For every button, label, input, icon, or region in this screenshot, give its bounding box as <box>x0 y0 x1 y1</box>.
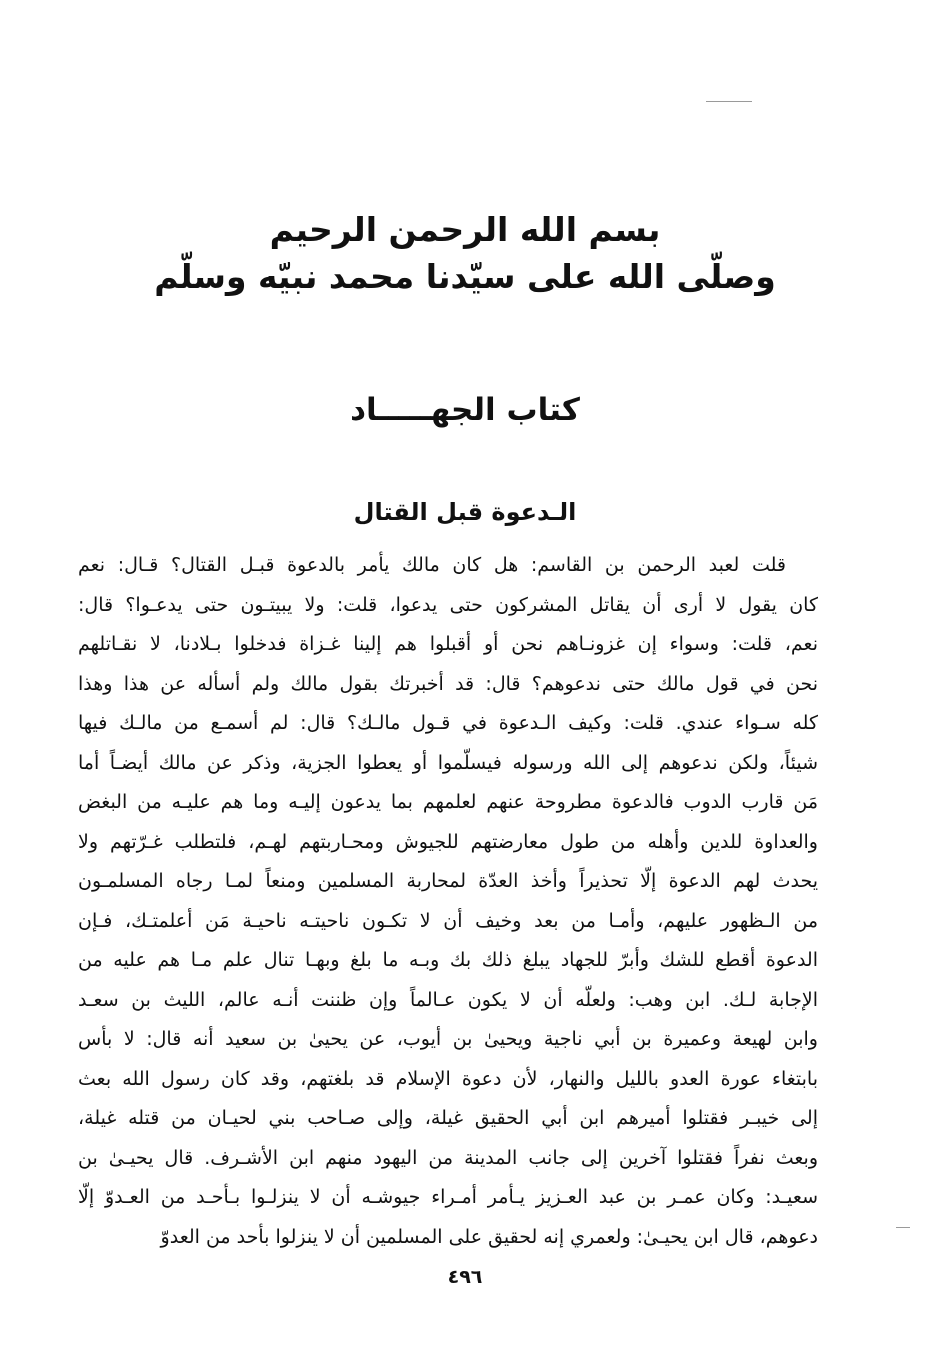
text-line: قلت لعبد الرحمن بن القاسم: هل كان مالك يأمر بالدعوة قبـل القتال؟ قـال: نعم <box>78 554 786 576</box>
book-title: كتاب الجهـــــاد <box>350 392 580 428</box>
text-line: نعم، قلت: وسواء إن غزونـاهم نحن أو أقبلوا هم إلينا غـزاة فدخلوا بـلادنا، لا نقـاتلهم <box>78 633 818 655</box>
text-line: نحن في قول مالك حتى ندعوهم؟ قال: قد أخبرتك بقول مالك ولم أسأله عن هذا وهذا <box>78 672 818 695</box>
page-number: ٤٩٦ <box>447 1266 483 1288</box>
basmala-line-1: بسم الله الرحمن الرحيم <box>269 210 661 249</box>
text-line: والعداوة للدين وأهله من طول معارضتهم للجيوش ومحـاربتهم لهـم، فلتطلب غـرّتهم ولا <box>78 830 818 853</box>
text-line: الإجابة لـك. ابن وهب: ولعلّه أن لا يكون عـالماً وإن ظننت أنـه عالم، الليث بن سعـد <box>78 988 818 1011</box>
text-line: إلى خيبـر فقتلوا أميرهم ابن أبي الحقيق غيلة، وإلى صـاحب بني لحيـان من قتله غيلة، <box>78 1107 818 1129</box>
basmala-line-2: وصلّى الله على سيّدنا محمد نبيّه وسلّم <box>154 257 776 296</box>
text-line: الدعوة أقطع للشك وأبرّ للجهاد يبلغ ذلك بك وبـه ما بلغ وبهـا تنال علم مـا هم عليه من <box>78 949 818 971</box>
text-line: وبعث نفراً فقتلوا آخرين إلى جانب المدينة من اليهود منهم ابن الأشـرف. قال يحيـىٰ بن <box>78 1146 818 1169</box>
scan-mark <box>896 1227 910 1228</box>
text-line: شيئاً، ولكن ندعوهم إلى الله ورسوله فيسلّموا أو يعطوا الجزية، وذكر عن مالك أيضـاً أما <box>78 751 818 774</box>
text-line: وابن لهيعة وعميرة بن أبي ناجية ويحيىٰ بن أيوب، عن يحيىٰ بن سعيد أنه قال: لا بأس <box>78 1028 818 1050</box>
section-title: الـدعوة قبل القتال <box>353 498 577 526</box>
text-line: سعيـد: وكان عمـر بن عبد العـزيز يـأمر أمـراء جيوشـه أن لا ينزلـوا بـأحـد من العـدوّ إلّا <box>78 1186 818 1208</box>
text-line: كله سـواء عندي. قلت: وكيف الـدعوة في قـول مالـك؟ قال: لم أسمـع من مالـك فيها <box>78 712 818 734</box>
text-line: يحدث لهم الدعوة إلّا تحذيراً وأخذ العدّة لمحاربة المسلمين ومنعاً لمـا رجاه المسلمـون <box>78 870 818 892</box>
text-line: كان يقول لا أرى أن يقاتل المشركون حتى يدعوا، قلت: ولا يبيتـون حتى يدعـوا؟ قال: <box>78 593 818 616</box>
scan-mark <box>706 101 752 102</box>
text-line: مَن قارب الدوب فالدعوة مطروحة عنهم لعلمهم بما يدعون إليـه وما هم عليـه من البغض <box>78 791 818 813</box>
body-paragraph <box>78 546 818 1257</box>
text-line: بابتغاء عورة العدو بالليل والنهار، لأن دعوة الإسلام قد بلغتهم، وقد كان رسول الله بعث <box>78 1067 818 1090</box>
text-line: دعوهم، قال ابن يحيـىٰ: ولعمري إنه لحقيق على المسلمين أن لا ينزلوا بأحد من العدوّ <box>160 1225 818 1248</box>
text-line: من الـظهور عليهم، وأمـا من بعد وخيف أن لا تكـون ناحيتـه ناحيـة مَن أعلمتـك، فـإن <box>78 909 818 932</box>
